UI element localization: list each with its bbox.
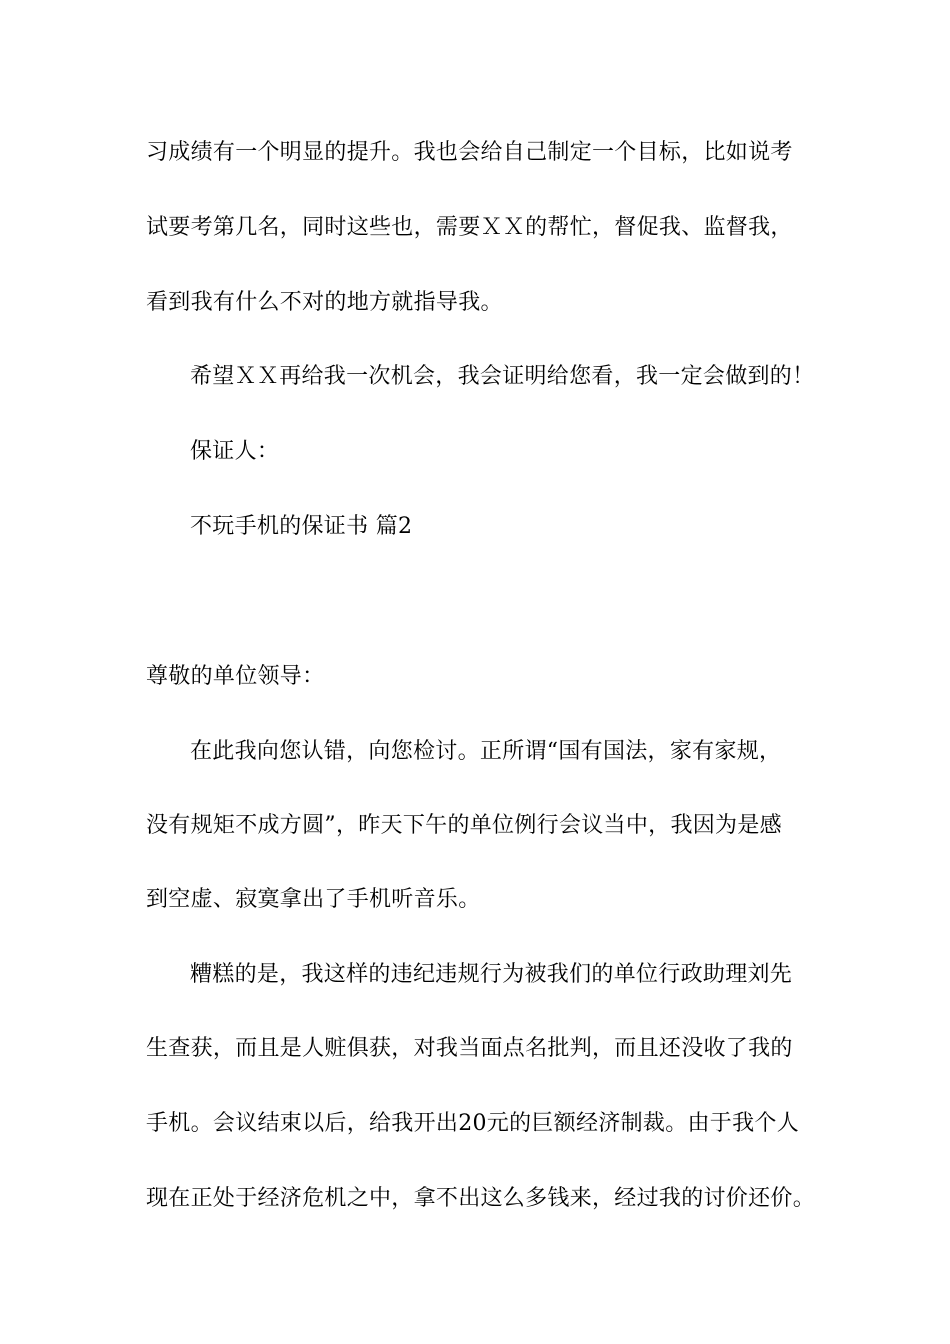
paragraph-line: 看到我有什么不对的地方就指导我。: [146, 290, 503, 315]
paragraph-line: 没有规矩不成方圆”，昨天下午的单位例行会议当中，我因为是感: [146, 813, 782, 838]
paragraph-line: 手机。会议结束以后，给我开出20元的巨额经济制裁。由于我个人: [146, 1111, 799, 1136]
paragraph-line: 试要考第几名，同时这些也，需要ＸＸ的帮忙，督促我、监督我，: [146, 215, 793, 240]
paragraph-line: 生查获，而且是人赃俱获，对我当面点名批判，而且还没收了我的: [146, 1036, 793, 1061]
signature-label: 保证人：: [190, 439, 280, 464]
section-heading: 不玩手机的保证书 篇2: [190, 514, 413, 539]
paragraph-line: 在此我向您认错，向您检讨。正所谓“国有国法，家有家规，: [190, 739, 782, 764]
paragraph-line: 现在正处于经济危机之中，拿不出这么多钱来，经过我的讨价还价。: [146, 1186, 816, 1211]
paragraph-line: 习成绩有一个明显的提升。我也会给自己制定一个目标，比如说考: [146, 140, 793, 165]
paragraph-line: 糟糕的是，我这样的违纪违规行为被我们的单位行政助理刘先: [190, 962, 793, 987]
paragraph-line: 到空虚、寂寞拿出了手机听音乐。: [146, 887, 481, 912]
salutation: 尊敬的单位领导：: [146, 664, 325, 689]
paragraph-line: 希望ＸＸ再给我一次机会，我会证明给您看，我一定会做到的！: [190, 364, 815, 389]
